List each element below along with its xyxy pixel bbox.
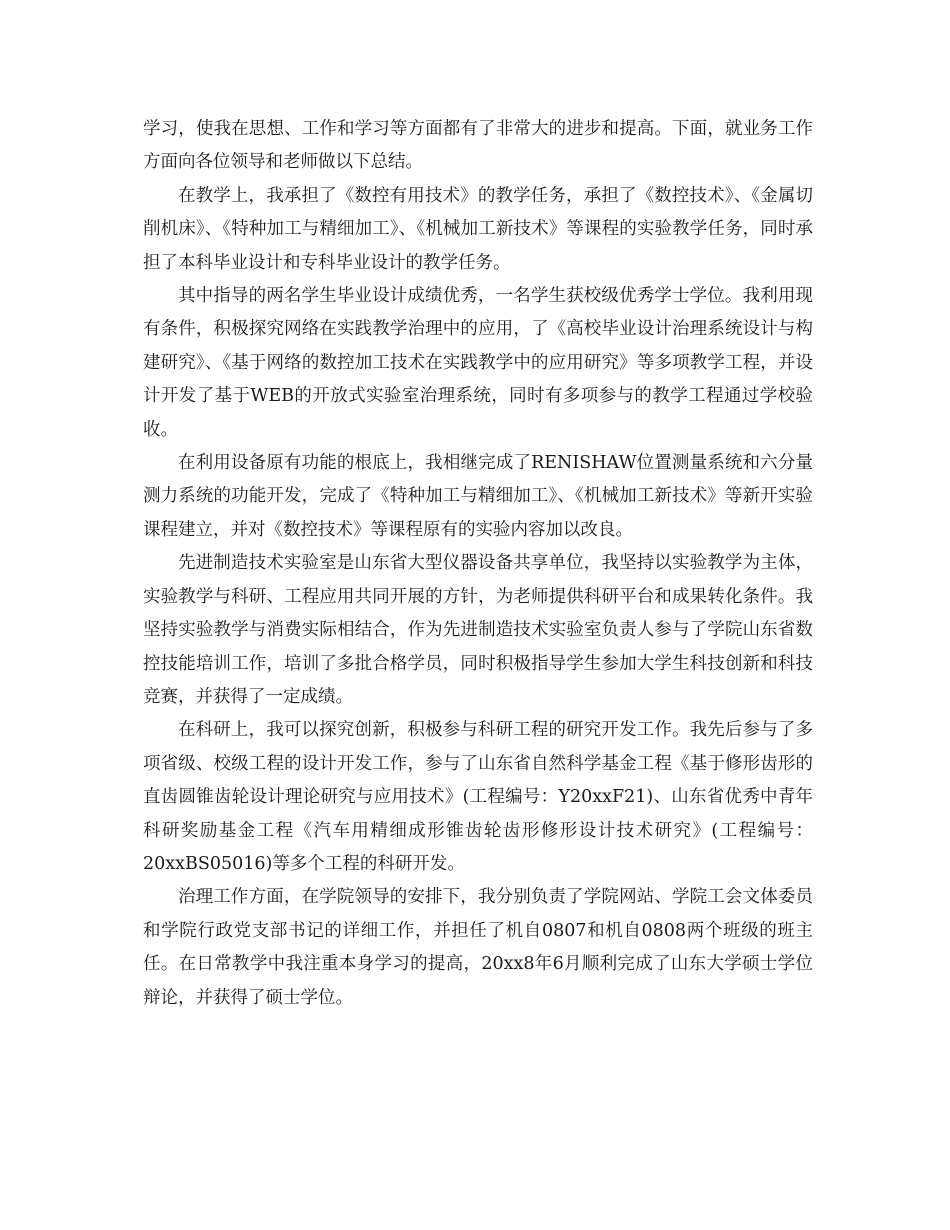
paragraph-teaching: 在教学上，我承担了《数控有用技术》的教学任务，承担了《数控技术》、《金属切削机床》、《特种加工与精细加工》、《机械加工新技术》等课程的实验教学任务，同时承担了本科毕业设计和专科毕业设计的教学任务。 [143,185,813,273]
paragraph-guidance: 其中指导的两名学生毕业设计成绩优秀，一名学生获校级优秀学士学位。我利用现有条件，积极探究网络在实践教学治理中的应用，了《高校毕业设计治理系统设计与构建研究》、《基于网络的数控加工技术在实践教学中的应用研究》等多项教学工程，并设计开发了基于WEB的开放式实验室治理系统，同时有多项参与的教学工程通过学校验收。 [143,286,813,440]
paragraph-continuation: 学习，使我在思想、工作和学习等方面都有了非常大的进步和提高。下面，就业务工作方面向各位领导和老师做以下总结。 [143,119,813,173]
paragraph-management: 治理工作方面，在学院领导的安排下，我分别负责了学院网站、学院工会文体委员和学院行政党支部书记的详细工作，并担任了机自0807和机自0808两个班级的班主任。在日常教学中我注重本身学习的提高，20xx8年6月顺利完成了山东大学硕士学位辩论，并获得了硕士学位。 [143,887,813,1008]
document-body [143,113,813,1015]
paragraph-research: 在科研上，我可以探究创新，积极参与科研工程的研究开发工作。我先后参与了多项省级、校级工程的设计开发工作，参与了山东省自然科学基金工程《基于修形齿形的直齿圆锥齿轮设计理论研究与应用技术》(工程编号：Y20xxF21)、山东省优秀中青年科研奖励基金工程《汽车用精细成形锥齿轮齿形修形设计技术研究》(工程编号：20xxBS05016)等多个工程的科研开发。 [143,720,813,874]
paragraph-equipment: 在利用设备原有功能的根底上，我相继完成了RENISHAW位置测量系统和六分量测力系统的功能开发，完成了《特种加工与精细加工》、《机械加工新技术》等新开实验课程建立，并对《数控技术》等课程原有的实验内容加以改良。 [143,453,813,540]
paragraph-laboratory: 先进制造技术实验室是山东省大型仪器设备共享单位，我坚持以实验教学为主体，实验教学与科研、工程应用共同开展的方针，为老师提供科研平台和成果转化条件。我坚持实验教学与消费实际相结合，作为先进制造技术实验室负责人参与了学院山东省数控技能培训工作，培训了多批合格学员，同时积极指导学生参加大学生科技创新和科技竞赛，并获得了一定成绩。 [143,553,813,707]
